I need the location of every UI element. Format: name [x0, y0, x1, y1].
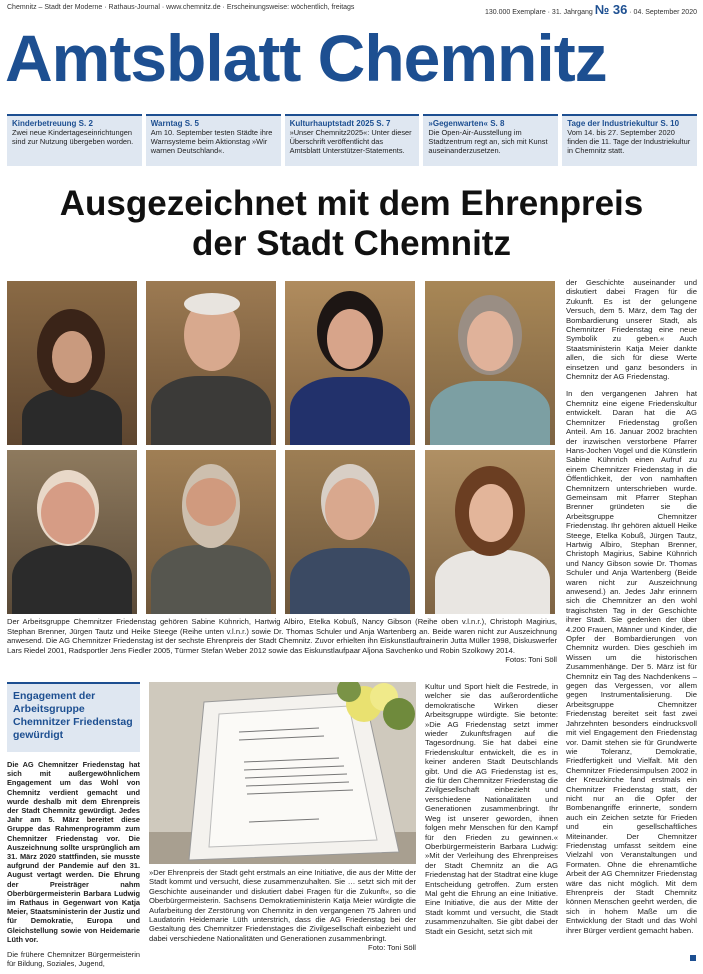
portrait-photo: [146, 450, 276, 614]
teaser-text: Vom 14. bis 27. September 2020 finden die 11. Tage der Industriekultur in Chemnitz statt.: [567, 128, 691, 155]
headline-line-1: Ausgezeichnet mit dem Ehrenpreis: [59, 184, 644, 223]
article-heading-box: Engagement der Arbeitsgruppe Chemnitzer Friedenstag gewürdigt: [7, 682, 140, 752]
teaser-title: »Gegenwarten« S. 8: [428, 119, 505, 128]
portrait-photo: [425, 281, 555, 445]
main-headline: [0, 184, 703, 264]
article-middle-column: [425, 682, 558, 936]
teaser-industriekultur[interactable]: [562, 114, 697, 166]
teaser-warntag[interactable]: [146, 114, 281, 166]
teaser-title: Warntag S. 5: [150, 119, 199, 128]
portrait-grid: [7, 281, 557, 616]
certificate-caption: [149, 868, 416, 953]
certificate-photo: [149, 682, 416, 864]
portrait-photo: [146, 281, 276, 445]
teaser-bar: [7, 114, 697, 166]
caption-credit: Fotos: Toni Söll: [505, 655, 557, 664]
teaser-title: Kinderbetreuung S. 2: [12, 119, 93, 128]
masthead-title: Amtsblatt Chemnitz: [5, 21, 607, 95]
teaser-title: Kulturhauptstadt 2025 S. 7: [289, 119, 391, 128]
issue-number: № 36: [594, 2, 628, 17]
teaser-title: Tage der Industriekultur S. 10: [567, 119, 680, 128]
article-left-column: [7, 760, 140, 974]
issue-info: [485, 2, 697, 17]
article-lead: Die AG Chemnitzer Friedenstag hat sich mit außergewöhnlichem Engagement um das Wohl von Chemnitz verdient gemacht und wurde deshalb mit dem Ehrenpreis der Stadt Chemnitz gewürdigt. Jedes Jahr am 5. März bereitet diese Gruppe das Rahmenprogramm zum Chemnitzer Friedenstag vor. Die Auszeichnung sollte ursprünglich am 31. März 2020 stattfinden, sie musste aufgrund der Pandemie auf den 31. August vertagt werden. Die Ehrung der Preisträger nahm Oberbürgermeisterin Barbara Ludwig im Rathaus in Gegenwart von Katja Meier, Staatsministerin der Justiz und für Demokratie, Europa und Gleichstellung sowie von Heidemarie Lüth vor.: [7, 760, 140, 944]
portrait-photo: [425, 450, 555, 614]
teaser-text: Am 10. September testen Städte ihre Warnsysteme beim Aktionstag »Wir warnen Deutschland«.: [150, 128, 273, 155]
end-marker: [690, 955, 696, 961]
portrait-photo: [7, 281, 137, 445]
article-paragraph: der Geschichte auseinander und diskutiert dabei Fragen für die Zukunft. Es ist der gelungene Versuch, dem 5. März, dem Tag der Bombardierung unserer Stadt, als Chemnitzer Friedenstag eine neue Symbolik zu geben.« Auch Staatsministerin Katja Meier dankte allen, die sich für diese Werte einsetzen und ganz besonders in Chemnitz der AG Friedenstag.: [566, 278, 697, 382]
publisher-info: Chemnitz – Stadt der Moderne · Rathaus-Journal · www.chemnitz.de · Erscheinungsweise: wöchentlich, freitags: [7, 4, 355, 11]
circulation: 130.000 Exemplare · 31. Jahrgang: [485, 9, 593, 16]
teaser-text: »Unser Chemnitz2025«: Unter dieser Überschrift veröffentlicht das Amtsblatt Unterstützer-Statements.: [289, 128, 412, 155]
teaser-text: Die Open-Air-Ausstellung im Stadtzentrum regt an, sich mit Kunst auseinanderzusetzen.: [428, 128, 548, 155]
certificate-illustration: [149, 682, 416, 864]
top-info-line: [7, 2, 697, 17]
teaser-kulturhauptstadt[interactable]: [285, 114, 420, 166]
portrait-photo: [285, 450, 415, 614]
teaser-text: Zwei neue Kindertageseinrichtungen sind zur Nutzung übergeben worden.: [12, 128, 134, 146]
portrait-photo: [285, 281, 415, 445]
portrait-photo: [7, 450, 137, 614]
photo-caption: [7, 617, 557, 665]
article-paragraph: In den vergangenen Jahren hat Chemnitz eine eigene Friedenskultur entwickelt. Daran hat die AG Chemnitzer Friedenstag großen Anteil. Am 16. Januar 2002 brachten der inzwischen verstorbene Pfarrer Hans-Jochen Vogel und die Künstlerin Sabine Kühnrich einen Aufruf zu einem Chemnitzer Friedenstag in die Öffentlichkeit, der von namhaften Chemnitzern unterschrieben wurde. Gemeinsam mit Pfarrer Stephan Brenner gründeten sie die Arbeitsgruppe Chemnitzer Friedenstag. Ihr gehören aktuell Heike Steege, Etelka Kobuß, Jürgen Tautz, Hartwig Albiro, Stephan Brenner, Christoph Magirius, Sabine Kühnrich und Nancy Gibson sowie Dr. Thomas Schuler und Anja Wartenberg (Beide waren nicht zur Auszeichnung anwesend.) an. Jedes Jahr erinnern sich die Chemnitzer an den wohl tragischsten Tag in der Geschichte ihrer Stadt. Sie gedenken der über 4.200 Frauen, Männer und Kinder, die Opfer der Bombardierungen von Chemnitz wurden. Dies geschieh im Wissen um die historischen Zusammenhänge. Der 5. März ist für Chemnitz ein Tag des Nachdenkens – gegen das Vergessen, vor allem gegen Instrumentalisierung. Die Arbeitsgruppe Chemnitzer Friedenstag bereitet seit fast zwei Jahrzehnten besonders eindrucksvoll mit viel Engagement den Friedenstag vor. Damit stehen sie für Grundwerte wie Toleranz, Demokratie, Friedfertigkeit und Vielfalt. Mit den Chemnitzer Friedensimpulsen 2002 in der Kreuzkirche fand erstmals ein Chemnitzer Friedenstag statt, der nicht nur an die Opfer der Bombenangriffe erinnerte, sondern auch ein Zeichen setzte für Frieden und ein gesellschaftliches Miteinander. Der Chemnitzer Friedenstag umfasst seitdem eine Vielzahl von Veranstaltungen und Formaten. Ohne die ehrenamtliche Arbeit der AG Chemnitzer Friedenstag wäre das nicht möglich. Mit dem Ehrenpreis der Stadt Chemnitz können Menschen geehrt werden, die sich in hohem Maße um die Entwicklung der Stadt und das Wohl ihrer Bürger verdient gemacht haben.: [566, 389, 697, 935]
caption-text: Der Arbeitsgruppe Chemnitzer Friedenstag gehören Sabine Kühnrich, Hartwig Albiro, Etelka Kobuß, Nancy Gibson (Reihe oben v.l.n.r.), Christoph Magirius, Stephan Brenner, Jürgen Tautz und Heike Steege (Reihe unten v.l.n.r.) sowie Dr. Thomas Schuler und Anja Wartenberg an. Beide waren nicht zur Auszeichnung anwesend. Die AG Chemnitzer Friedenstag ist der sechste Ehrenpreis der Stadt Chemnitz. Zuvor erhielten ihn Eiskunstlauftrainerin Jutta Müller 1998, Diskuswerfer Lars Riedel 2001, Radsportler Jens Fiedler 2005, Türmer Stefan Weber 2012 sowie das Eiskunstlaufpaar Aljona Savchenko und Robin Szolkowy 2014.: [7, 617, 557, 655]
article-right-column: [566, 278, 697, 943]
article-paragraph: Kultur und Sport hielt die Festrede, in welcher sie das außerordentliche demokratische Wirken dieser Arbeitsgruppe würdigte. Sie betonte: »Die AG Friedenstag setzt immer wieder Zukunftsfragen auf die Tagesordnung. Sie hat dabei eine Friedenskultur entwickelt, die es in keiner anderen Stadt Deutschlands gibt. Und die AG Friedenstag ist es, die für den Chemnitzer Friedenstag die Zivilgesellschaft einbezieht und verschiedene Nationalitäten und Generationen zusammenbringt. Ihr Weg ist unserer geworden, ihnen folgen mehr Menschen für den Kampf für den Frieden zu gewinnen.« Oberbürgermeisterin Barbara Ludwig: »Mit der Verleihung des Ehrenpreises der Stadt Chemnitz an die AG Friedenstag hat der Stadtrat eine kluge Entscheidung getroffen. Zum ersten Mal geht die Ehrung an eine Initiative. Eine Initiative, die aus der Mitte der Stadt kommt und versucht, die Stadt zusammenzuhalten. Sie gibt dabei der Stadt ein Gesicht, setzt sich mit: [425, 682, 558, 936]
teaser-kinderbetreuung[interactable]: [7, 114, 142, 166]
headline-line-2: der Stadt Chemnitz: [192, 224, 511, 263]
article-paragraph: Die frühere Chemnitzer Bürgermeisterin für Bildung, Soziales, Jugend,: [7, 950, 140, 969]
teaser-gegenwarten[interactable]: [423, 114, 558, 166]
caption-text: »Der Ehrenpreis der Stadt geht erstmals an eine Initiative, die aus der Mitte der Stadt kommt und versucht, diese zusammenzuhalten. Sie … setzt sich mit der Geschichte auseinander und diskutiert dabei Fragen für die Zukunft«, so die Oberbürgermeisterin. Sachsens Demokratieministerin Katja Meier würdigte die Aufarbeitung der Zerstörung von Chemnitz in den vergangenen 75 Jahren und Laudatorin Heidemarie Lüth unterstrich, dass die AG Friedenstag bei der Gestaltung des Chemnitzer Friedenstages die Zivilgesellschaft einbezieht und dabei verschiedene Nationalitäten und Generationen zusammenbringt.: [149, 868, 416, 943]
issue-date: · 04. September 2020: [629, 9, 697, 16]
caption-credit: Foto: Toni Söll: [368, 943, 416, 953]
